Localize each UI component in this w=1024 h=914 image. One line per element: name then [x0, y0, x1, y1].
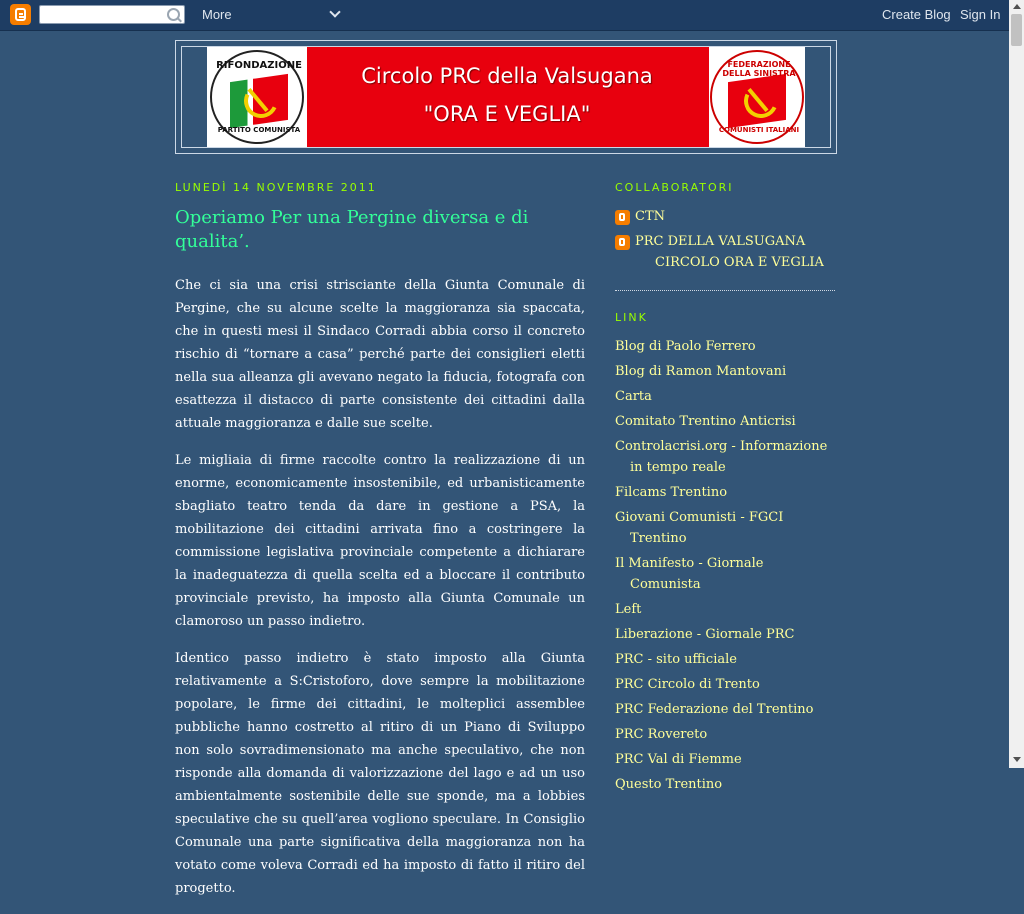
blogger-profile-icon[interactable] — [615, 210, 630, 225]
post-paragraph: Identico passo indietro è stato imposto alla Giunta relativamente a S:Cristoforo, dove sempre la mobilitazione popolare, le firme dei cittadini, le molteplici assemblee pubbliche hanno costretto al ritiro di un Piano di Sviluppo non solo sovradimensionato ma anche speculativo, che non risponde alla domanda di valorizzazione del lago e ad un uso ambientalmente sostenibile delle sue sponde, ma a lobbies speculative che su quell’area vogliono speculare. In Consiglio Comunale una parte significativa della maggioranza non ha votato come voleva Corradi ed ha imposto di fatto il ritiro del progetto. — [175, 651, 585, 896]
post-title[interactable]: Operiamo Per una Pergine diversa e di qualita’. — [175, 207, 529, 252]
link-item[interactable]: Liberazione - Giornale PRC — [615, 627, 795, 642]
sidebar — [615, 180, 835, 799]
post-paragraph: Le migliaia di firme raccolte contro la realizzazione di un enorme, economicamente insostenibile, ed urbanisticamente sbagliato teatro tenda da dare in gestione a PSA, la mobilitazione dei cittadini arrivata fino a costringere la commissione legislativa provinciale competente a dichiarare la inadeguatezza di quella scelta ed a bloccare il contributo provinciale previsto, ha imposto alla Giunta Comunale un clamoroso un passo indietro. — [175, 453, 585, 629]
link-list — [615, 336, 835, 795]
contributor-name-line2[interactable]: CIRCOLO ORA E VEGLIA — [655, 255, 824, 270]
rifondazione-logo — [207, 47, 307, 147]
link-item[interactable]: PRC Val di Fiemme — [615, 752, 742, 767]
link-item[interactable]: Questo Trentino — [615, 777, 723, 792]
sidebar-divider — [615, 290, 835, 291]
vertical-scrollbar[interactable] — [1009, 0, 1024, 768]
link-item[interactable]: PRC Rovereto — [615, 727, 708, 742]
emblem-text: PARTITO COMUNISTA — [217, 126, 301, 134]
link-item[interactable]: Blog di Paolo Ferrero — [615, 339, 756, 354]
blogger-profile-icon[interactable] — [615, 235, 630, 250]
emblem-text: FEDERAZIONE DELLA SINISTRA — [722, 60, 796, 78]
main-column — [175, 180, 585, 914]
blog-subtitle: "ORA E VEGLIA" — [423, 102, 591, 126]
create-blog-link[interactable]: Create Blog — [882, 7, 951, 22]
scroll-up-icon[interactable] — [1013, 4, 1021, 9]
federazione-sinistra-logo — [709, 47, 805, 147]
post-body — [175, 274, 585, 900]
contributor-link[interactable] — [615, 231, 835, 273]
more-menu-button[interactable]: More — [202, 7, 232, 22]
post-date: LUNEDÌ 14 NOVEMBRE 2011 — [175, 181, 377, 194]
link-item[interactable]: Left — [615, 602, 642, 617]
blogger-logo-icon[interactable] — [10, 4, 31, 25]
contributor-name[interactable]: CTN — [635, 209, 665, 224]
link-item[interactable]: Comitato Trentino Anticrisi — [615, 414, 796, 429]
contributor-link[interactable] — [615, 206, 835, 227]
emblem-text: RIFONDAZIONE — [216, 60, 302, 71]
blog-title: Circolo PRC della Valsugana — [361, 64, 653, 88]
link-item[interactable]: Carta — [615, 389, 652, 404]
link-item[interactable]: PRC Circolo di Trento — [615, 677, 760, 692]
link-item[interactable]: Giovani Comunisti - FGCI Trentino — [615, 510, 784, 546]
link-item[interactable]: Filcams Trentino — [615, 485, 728, 500]
collaboratori-heading: COLLABORATORI — [615, 181, 734, 194]
post-paragraph: Che ci sia una crisi strisciante della Giunta Comunale di Pergine, che su alcune scelte la maggioranza sia spaccata, che in questi mesi il Sindaco Corradi abbia corso il concreto rischio di “tornare a casa” perché parte dei consiglieri eletti nella sua alleanza gli avevano negato la fiducia, fotografa con esattezza il distacco di parte consistente dei cittadini dalla attuale maggioranza e dalle sue scelte. — [175, 278, 585, 431]
scroll-thumb[interactable] — [1011, 14, 1022, 46]
sign-in-link[interactable]: Sign In — [960, 7, 1001, 22]
link-heading: LINK — [615, 311, 648, 324]
link-item[interactable]: Il Manifesto - Giornale Comunista — [615, 556, 764, 592]
link-item[interactable]: PRC Federazione del Trentino — [615, 702, 814, 717]
emblem-text: COMUNISTI ITALIANI — [718, 126, 800, 134]
contributor-name[interactable]: PRC DELLA VALSUGANA — [635, 234, 806, 249]
contributor-item[interactable] — [615, 231, 835, 273]
header-banner[interactable] — [207, 47, 805, 147]
chevron-down-icon[interactable] — [329, 6, 340, 17]
link-item[interactable]: Blog di Ramon Mantovani — [615, 364, 787, 379]
search-input[interactable] — [39, 5, 185, 24]
link-item[interactable]: Controlacrisi.org - Informazione in tempo reale — [615, 439, 828, 475]
link-item[interactable]: PRC - sito ufficiale — [615, 652, 737, 667]
scroll-down-icon[interactable] — [1013, 757, 1021, 762]
blogger-navbar — [0, 0, 1009, 31]
contributor-item[interactable] — [615, 206, 835, 227]
search-icon[interactable] — [167, 8, 180, 21]
